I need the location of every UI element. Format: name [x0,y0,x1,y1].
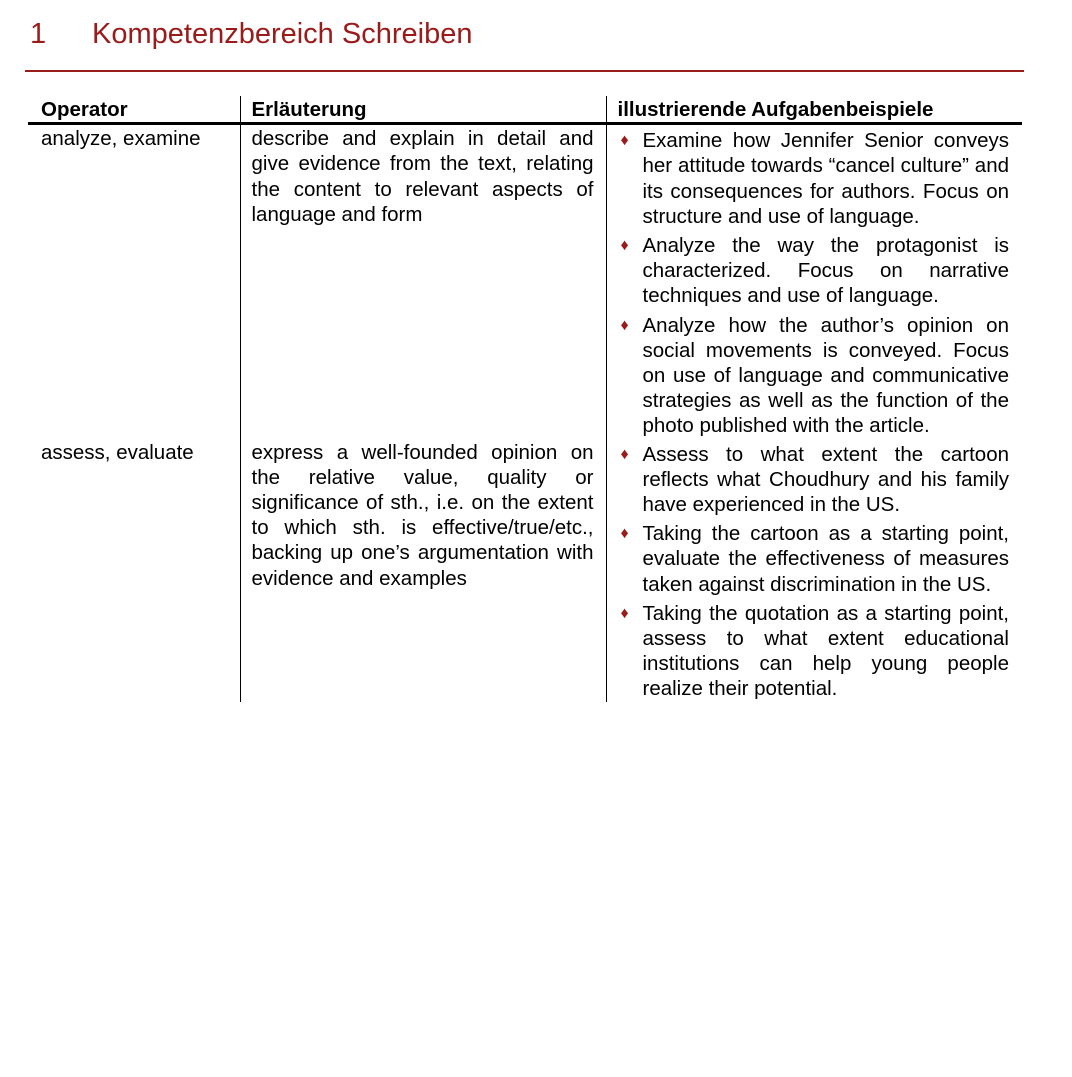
task-text: Analyze how the author’s opinion on social movements is conveyed. Focus on use of language and communicative strategies as well as the function of the photo published with the article. [642,313,1009,438]
diamond-bullet-icon: ♦ [620,445,629,463]
table-header-row [28,96,1022,124]
task-item [621,601,1010,702]
section-number: 1 [30,18,47,50]
table-row [28,124,1022,439]
explanation-cell: describe and explain in detail and give evidence from the text, relating the content to relevant aspects of language and form [240,124,606,439]
heading-divider [25,70,1024,72]
task-item [621,521,1010,597]
task-item [621,233,1010,309]
header-task-examples: illustrierende Aufgabenbeispiele [606,96,1022,124]
header-operator: Operator [28,96,240,124]
task-text: Taking the quotation as a starting point, assess to what extent educational institutions can help young people realize their potential. [642,601,1009,701]
task-text: Analyze the way the protagonist is characterized. Focus on narrative techniques and use of language. [642,234,1009,308]
task-examples-cell [606,439,1022,702]
operator-table [28,96,1022,702]
table-row [28,439,1022,702]
operator-cell: analyze, examine [41,127,201,151]
diamond-bullet-icon: ♦ [620,604,629,622]
task-item [621,128,1010,229]
diamond-bullet-icon: ♦ [620,525,629,543]
operator-cell: assess, evaluate [41,440,194,464]
task-text: Assess to what extent the cartoon reflects what Choudhury and his family have experienced in the US. [642,442,1009,517]
task-text: Examine how Jennifer Senior conveys her attitude towards “cancel culture” and its consequences for authors. Focus on structure and use of language. [642,129,1009,228]
section-title: Kompetenzbereich Schreiben [92,18,473,50]
task-item [621,442,1010,518]
task-text: Taking the cartoon as a starting point, evaluate the effectiveness of measures taken against discrimination in the US. [642,522,1009,596]
diamond-bullet-icon: ♦ [620,132,629,150]
task-item [621,313,1010,439]
section-heading [30,18,472,51]
task-examples-cell [606,124,1022,439]
diamond-bullet-icon: ♦ [620,237,629,255]
diamond-bullet-icon: ♦ [620,316,629,334]
header-explanation: Erläuterung [240,96,606,124]
explanation-cell: express a well-founded opinion on the relative value, quality or significance of sth., i.e. on the extent to which sth. is effective/true/etc., backing up one’s argumentation with evidence and examples [240,439,606,702]
